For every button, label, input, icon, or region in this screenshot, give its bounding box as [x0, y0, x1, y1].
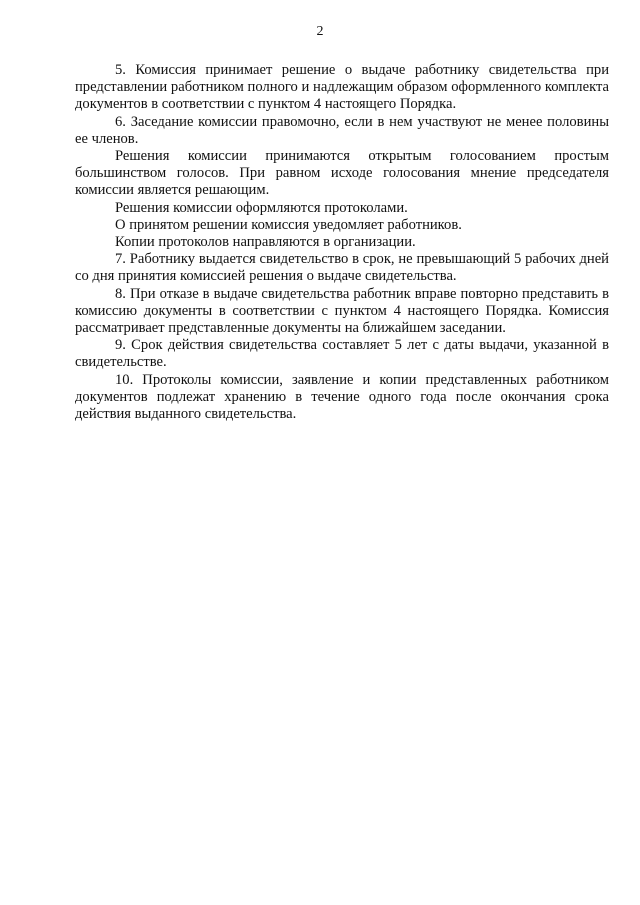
paragraph-10-storage: 10. Протоколы комиссии, заявление и копии представленных работником документов подлежат хранению в течение одного года после окончания срока действия выданного свидетельства. [75, 371, 609, 423]
paragraph-9-validity: 9. Срок действия свидетельства составляет 5 лет с даты выдачи, указанной в свидетельстве. [75, 337, 609, 371]
paragraph-8-refusal: 8. При отказе в выдаче свидетельства работник вправе повторно представить в комиссию документы в соответствии с пунктом 4 настоящего Порядка. Комиссия рассматривает представленные документы на ближайшем заседании. [75, 285, 609, 337]
paragraph-7-issue-term: 7. Работнику выдается свидетельство в срок, не превышающий 5 рабочих дней со дня принятия комиссией решения о выдаче свидетельства. [75, 251, 609, 285]
paragraph-protocol-copies: Копии протоколов направляются в организации. [115, 234, 416, 251]
paragraph-6-quorum: 6. Заседание комиссии правомочно, если в нем участвуют не менее половины ее членов. [75, 113, 609, 147]
paragraph-voting: Решения комиссии принимаются открытым голосованием простым большинством голосов. При равном исходе голосования мнение председателя комиссии является решающим. [75, 148, 609, 199]
paragraph-5-commission-decision: 5. Комиссия принимает решение о выдаче работнику свидетельства при представлении работником полного и надлежащим образом оформленного комплекта документов в соответствии с пунктом 4 настоящего Порядка. [75, 62, 609, 113]
paragraph-notification: О принятом решении комиссия уведомляет работников. [115, 216, 462, 233]
paragraph-protocols: Решения комиссии оформляются протоколами. [115, 199, 408, 216]
document-body [75, 62, 609, 423]
page-number: 2 [316, 24, 324, 39]
